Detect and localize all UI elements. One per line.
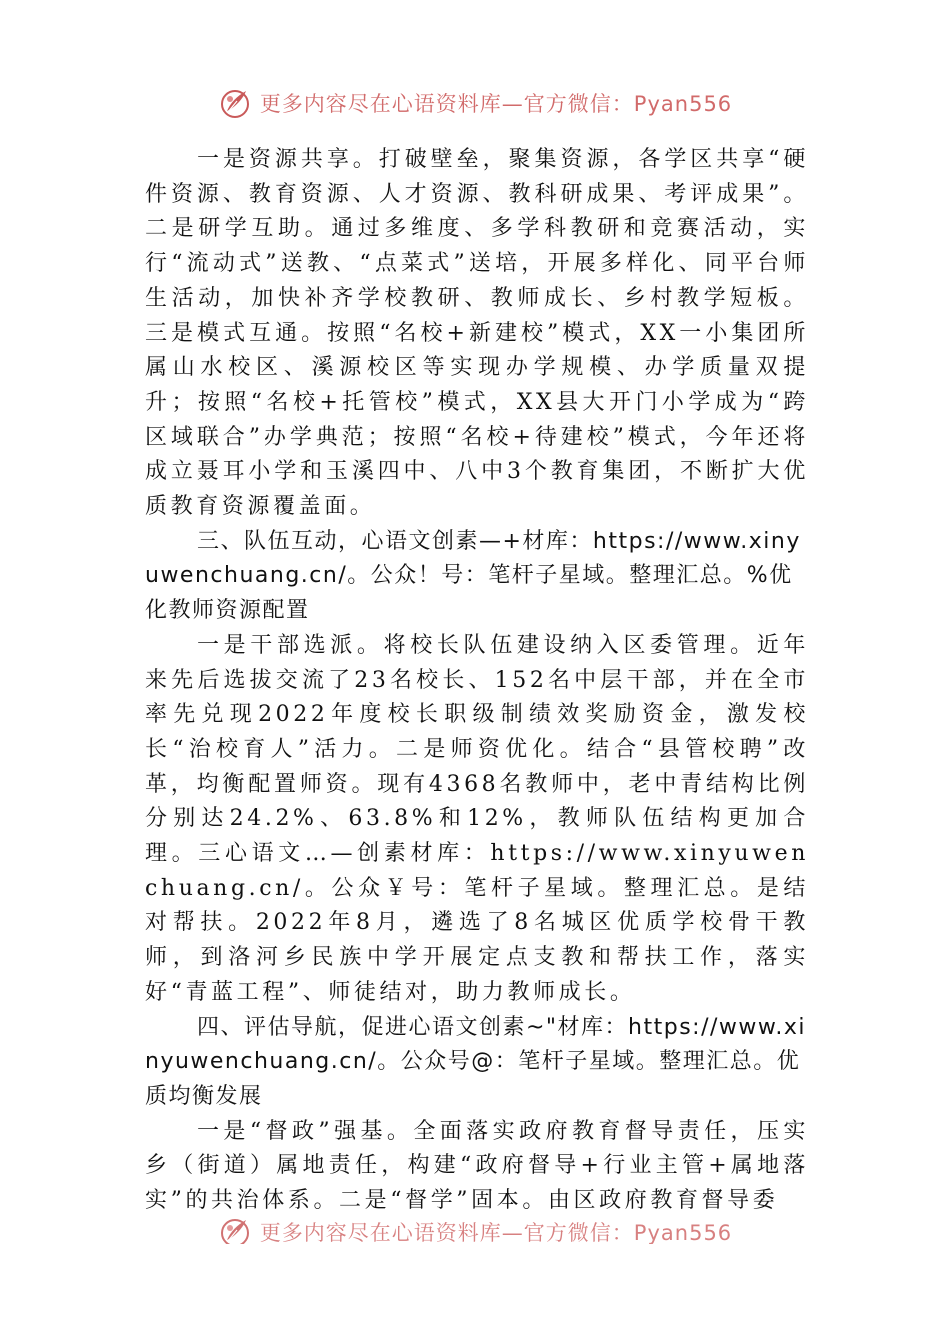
header-watermark [0, 82, 950, 124]
footer-watermark-text: 更多内容尽在心语资料库—官方微信：Pyan556 [259, 1221, 733, 1244]
paragraph-resource-sharing: 一是资源共享。打破壁垒，聚集资源，各学区共享“硬件资源、教育资源、人才资源、教科研成果、考评成果”。二是研学互助。通过多维度、多学科教研和竞赛活动，实行“流动式”送教、“点菜式”送培，开展多样化、同平台师生活动，加快补齐学校教研、教师成长、乡村教学短板。三是模式互通。按照“名校+新建校”模式，XX一小集团所属山水校区、溪源校区等实现办学规模、办学质量双提升；按照“名校+托管校”模式，XX县大开门小学成为“跨区域联合”办学典范；按照“名校+待建校”模式，今年还将成立聂耳小学和玉溪四中、八中3个教育集团，不断扩大优质教育资源覆盖面。 [145, 147, 809, 520]
header-watermark-text: 更多内容尽在心语资料库—官方微信：Pyan556 [259, 92, 733, 116]
paragraph-supervision: 一是“督政”强基。全面落实政府教育督导责任，压实乡（街道）属地责任，构建“政府督导+行业主管+属地落实”的共治体系。二是“督学”固本。由区政府教育督导委 [145, 1118, 809, 1214]
footer-watermark [0, 1208, 950, 1244]
quill-logo-icon [218, 85, 254, 121]
section-heading-4: 四、评估导航，促进心语文创素~"材库：https://www.xinyuwenchuang.cn/。公众号@：笔杆子星域。整理汇总。优质均衡发展 [145, 1014, 806, 1109]
section-heading-3: 三、队伍互动，心语文创素—+材库：https://www.xinyuwenchuang.cn/。公众！号：笔杆子星域。整理汇总。%优化教师资源配置 [145, 528, 801, 624]
quill-logo-icon [218, 1214, 254, 1244]
document-body [145, 143, 809, 1219]
paragraph-cadre-selection: 一是干部选派。将校长队伍建设纳入区委管理。近年来先后选拔交流了23名校长、152名中层干部，并在全市率先兑现2022年度校长职级制绩效奖励资金，激发校长“治校育人”活力。二是师资优化。结合“县管校聘”改革，均衡配置师资。现有4368名教师中，老中青结构比例分别达24.2%、63.8%和12%，教师队伍结构更加合理。三心语文…—创素材库：https://www.xinyuwenchuang.cn/。公众￥号：笔杆子星域。整理汇总。是结对帮扶。2022年8月，遴选了8名城区优质学校骨干教师，到洛河乡民族中学开展定点支教和帮扶工作，落实好“青蓝工程”、师徒结对，助力教师成长。 [145, 632, 809, 1005]
